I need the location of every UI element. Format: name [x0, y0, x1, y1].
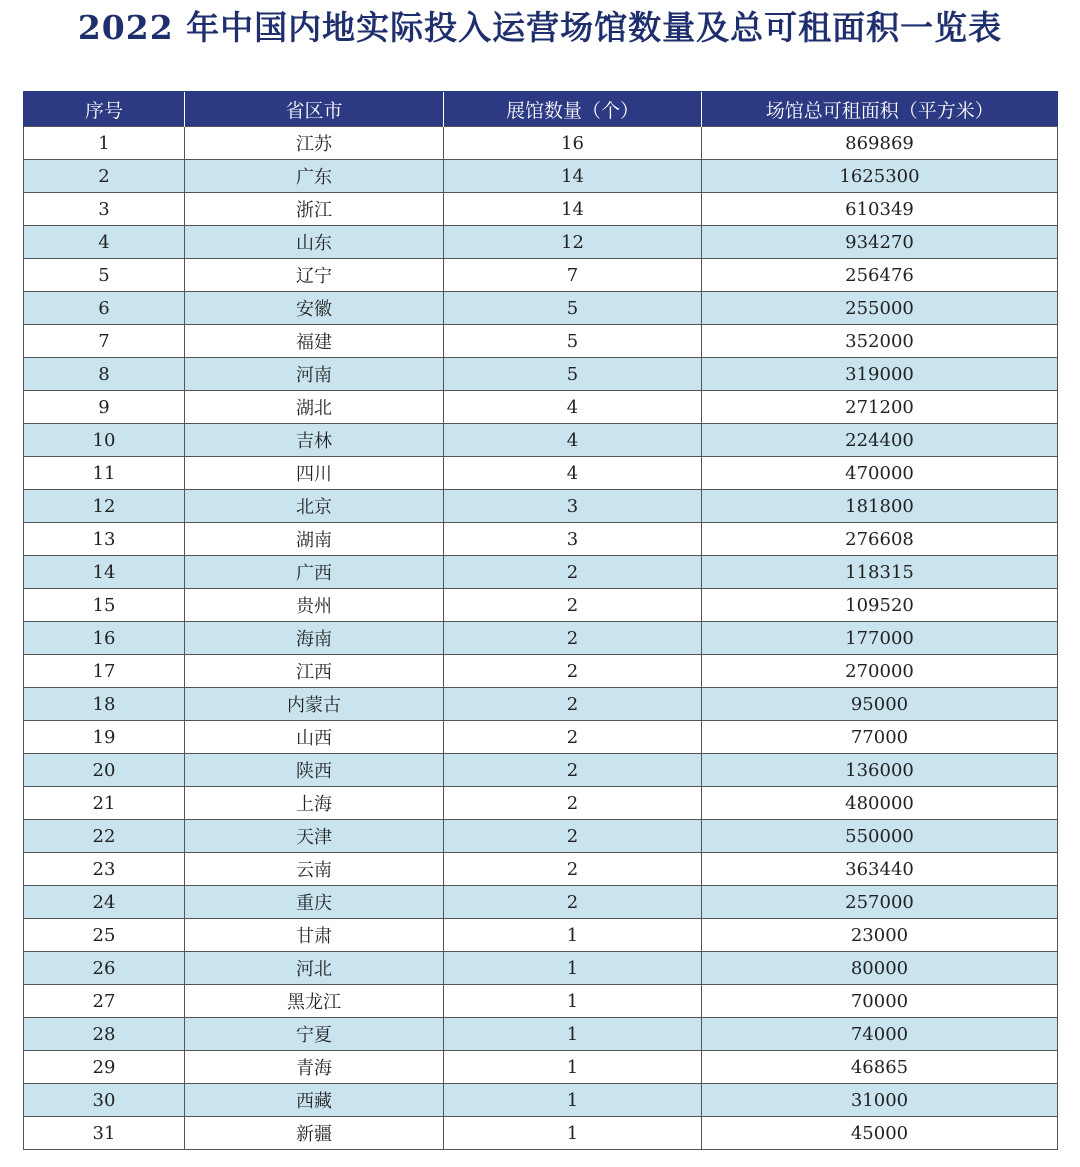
cell-index: 1 — [24, 127, 185, 160]
table-row — [24, 787, 1058, 820]
table-body — [24, 127, 1058, 1150]
cell-province: 江西 — [185, 655, 444, 688]
table-row — [24, 820, 1058, 853]
cell-venue-count: 2 — [444, 853, 702, 886]
cell-index: 10 — [24, 424, 185, 457]
table-row — [24, 259, 1058, 292]
table-header — [24, 92, 1058, 127]
cell-index: 9 — [24, 391, 185, 424]
cell-rentable-area: 319000 — [702, 358, 1058, 391]
table-row — [24, 886, 1058, 919]
cell-index: 14 — [24, 556, 185, 589]
cell-province: 海南 — [185, 622, 444, 655]
cell-index: 25 — [24, 919, 185, 952]
cell-index: 22 — [24, 820, 185, 853]
cell-venue-count: 2 — [444, 688, 702, 721]
cell-rentable-area: 118315 — [702, 556, 1058, 589]
cell-venue-count: 14 — [444, 193, 702, 226]
cell-rentable-area: 136000 — [702, 754, 1058, 787]
table-row — [24, 985, 1058, 1018]
cell-rentable-area: 480000 — [702, 787, 1058, 820]
cell-province: 宁夏 — [185, 1018, 444, 1051]
cell-venue-count: 12 — [444, 226, 702, 259]
cell-rentable-area: 550000 — [702, 820, 1058, 853]
cell-rentable-area: 109520 — [702, 589, 1058, 622]
table-row — [24, 391, 1058, 424]
table-row — [24, 226, 1058, 259]
table-row — [24, 490, 1058, 523]
cell-venue-count: 4 — [444, 391, 702, 424]
cell-province: 西藏 — [185, 1084, 444, 1117]
cell-province: 重庆 — [185, 886, 444, 919]
cell-venue-count: 2 — [444, 622, 702, 655]
cell-rentable-area: 80000 — [702, 952, 1058, 985]
cell-venue-count: 1 — [444, 1084, 702, 1117]
cell-venue-count: 5 — [444, 325, 702, 358]
cell-index: 4 — [24, 226, 185, 259]
cell-venue-count: 1 — [444, 952, 702, 985]
cell-province: 黑龙江 — [185, 985, 444, 1018]
table-row — [24, 292, 1058, 325]
cell-rentable-area: 45000 — [702, 1117, 1058, 1150]
cell-venue-count: 2 — [444, 754, 702, 787]
cell-rentable-area: 276608 — [702, 523, 1058, 556]
cell-province: 河北 — [185, 952, 444, 985]
cell-index: 3 — [24, 193, 185, 226]
header-venue-count: 展馆数量（个） — [444, 92, 702, 127]
cell-province: 陕西 — [185, 754, 444, 787]
cell-index: 6 — [24, 292, 185, 325]
cell-index: 19 — [24, 721, 185, 754]
cell-venue-count: 1 — [444, 1117, 702, 1150]
cell-rentable-area: 74000 — [702, 1018, 1058, 1051]
cell-rentable-area: 470000 — [702, 457, 1058, 490]
venue-table — [23, 91, 1058, 1150]
cell-province: 山西 — [185, 721, 444, 754]
cell-venue-count: 5 — [444, 292, 702, 325]
header-index: 序号 — [24, 92, 185, 127]
table-row — [24, 919, 1058, 952]
cell-province: 天津 — [185, 820, 444, 853]
cell-rentable-area: 23000 — [702, 919, 1058, 952]
venue-table-container — [23, 91, 1057, 1150]
cell-province: 福建 — [185, 325, 444, 358]
cell-province: 新疆 — [185, 1117, 444, 1150]
cell-rentable-area: 1625300 — [702, 160, 1058, 193]
cell-index: 23 — [24, 853, 185, 886]
cell-province: 湖北 — [185, 391, 444, 424]
table-row — [24, 721, 1058, 754]
cell-venue-count: 2 — [444, 886, 702, 919]
cell-venue-count: 14 — [444, 160, 702, 193]
table-row — [24, 193, 1058, 226]
table-row — [24, 688, 1058, 721]
cell-venue-count: 16 — [444, 127, 702, 160]
cell-province: 辽宁 — [185, 259, 444, 292]
cell-index: 26 — [24, 952, 185, 985]
cell-rentable-area: 77000 — [702, 721, 1058, 754]
table-row — [24, 556, 1058, 589]
table-row — [24, 952, 1058, 985]
cell-province: 甘肃 — [185, 919, 444, 952]
cell-venue-count: 3 — [444, 523, 702, 556]
cell-province: 江苏 — [185, 127, 444, 160]
cell-province: 云南 — [185, 853, 444, 886]
cell-index: 15 — [24, 589, 185, 622]
cell-index: 16 — [24, 622, 185, 655]
cell-venue-count: 2 — [444, 556, 702, 589]
cell-index: 31 — [24, 1117, 185, 1150]
cell-venue-count: 1 — [444, 919, 702, 952]
table-row — [24, 754, 1058, 787]
cell-venue-count: 2 — [444, 721, 702, 754]
cell-province: 广西 — [185, 556, 444, 589]
cell-index: 7 — [24, 325, 185, 358]
cell-rentable-area: 352000 — [702, 325, 1058, 358]
table-row — [24, 1051, 1058, 1084]
cell-rentable-area: 934270 — [702, 226, 1058, 259]
cell-venue-count: 1 — [444, 985, 702, 1018]
header-row — [24, 92, 1058, 127]
cell-index: 29 — [24, 1051, 185, 1084]
table-row — [24, 1018, 1058, 1051]
cell-index: 13 — [24, 523, 185, 556]
cell-province: 贵州 — [185, 589, 444, 622]
cell-index: 2 — [24, 160, 185, 193]
cell-index: 8 — [24, 358, 185, 391]
cell-province: 北京 — [185, 490, 444, 523]
cell-rentable-area: 31000 — [702, 1084, 1058, 1117]
cell-venue-count: 7 — [444, 259, 702, 292]
table-row — [24, 160, 1058, 193]
cell-province: 山东 — [185, 226, 444, 259]
cell-rentable-area: 95000 — [702, 688, 1058, 721]
cell-index: 12 — [24, 490, 185, 523]
cell-rentable-area: 257000 — [702, 886, 1058, 919]
page-title: 2022 年中国内地实际投入运营场馆数量及总可租面积一览表 — [77, 8, 1003, 47]
cell-rentable-area: 271200 — [702, 391, 1058, 424]
cell-venue-count: 3 — [444, 490, 702, 523]
table-row — [24, 523, 1058, 556]
cell-rentable-area: 255000 — [702, 292, 1058, 325]
cell-province: 吉林 — [185, 424, 444, 457]
table-row — [24, 853, 1058, 886]
cell-venue-count: 2 — [444, 787, 702, 820]
cell-province: 湖南 — [185, 523, 444, 556]
cell-index: 30 — [24, 1084, 185, 1117]
header-province: 省区市 — [185, 92, 444, 127]
cell-venue-count: 1 — [444, 1051, 702, 1084]
cell-venue-count: 4 — [444, 457, 702, 490]
table-row — [24, 1084, 1058, 1117]
cell-rentable-area: 177000 — [702, 622, 1058, 655]
header-rentable-area: 场馆总可租面积（平方米） — [702, 92, 1058, 127]
cell-province: 四川 — [185, 457, 444, 490]
table-row — [24, 127, 1058, 160]
cell-province: 河南 — [185, 358, 444, 391]
cell-index: 5 — [24, 259, 185, 292]
cell-rentable-area: 363440 — [702, 853, 1058, 886]
table-row — [24, 655, 1058, 688]
cell-rentable-area: 224400 — [702, 424, 1058, 457]
cell-rentable-area: 256476 — [702, 259, 1058, 292]
cell-index: 11 — [24, 457, 185, 490]
cell-province: 广东 — [185, 160, 444, 193]
cell-rentable-area: 70000 — [702, 985, 1058, 1018]
cell-index: 27 — [24, 985, 185, 1018]
cell-venue-count: 5 — [444, 358, 702, 391]
table-row — [24, 1117, 1058, 1150]
table-row — [24, 457, 1058, 490]
table-row — [24, 358, 1058, 391]
cell-venue-count: 1 — [444, 1018, 702, 1051]
cell-province: 安徽 — [185, 292, 444, 325]
cell-rentable-area: 869869 — [702, 127, 1058, 160]
cell-rentable-area: 181800 — [702, 490, 1058, 523]
cell-province: 上海 — [185, 787, 444, 820]
table-row — [24, 325, 1058, 358]
cell-venue-count: 2 — [444, 589, 702, 622]
table-row — [24, 589, 1058, 622]
cell-index: 18 — [24, 688, 185, 721]
cell-index: 20 — [24, 754, 185, 787]
cell-index: 28 — [24, 1018, 185, 1051]
cell-rentable-area: 270000 — [702, 655, 1058, 688]
cell-province: 内蒙古 — [185, 688, 444, 721]
cell-venue-count: 2 — [444, 655, 702, 688]
cell-index: 21 — [24, 787, 185, 820]
cell-province: 青海 — [185, 1051, 444, 1084]
table-row — [24, 424, 1058, 457]
cell-rentable-area: 46865 — [702, 1051, 1058, 1084]
cell-venue-count: 4 — [444, 424, 702, 457]
cell-index: 24 — [24, 886, 185, 919]
cell-province: 浙江 — [185, 193, 444, 226]
cell-index: 17 — [24, 655, 185, 688]
cell-venue-count: 2 — [444, 820, 702, 853]
cell-rentable-area: 610349 — [702, 193, 1058, 226]
table-row — [24, 622, 1058, 655]
